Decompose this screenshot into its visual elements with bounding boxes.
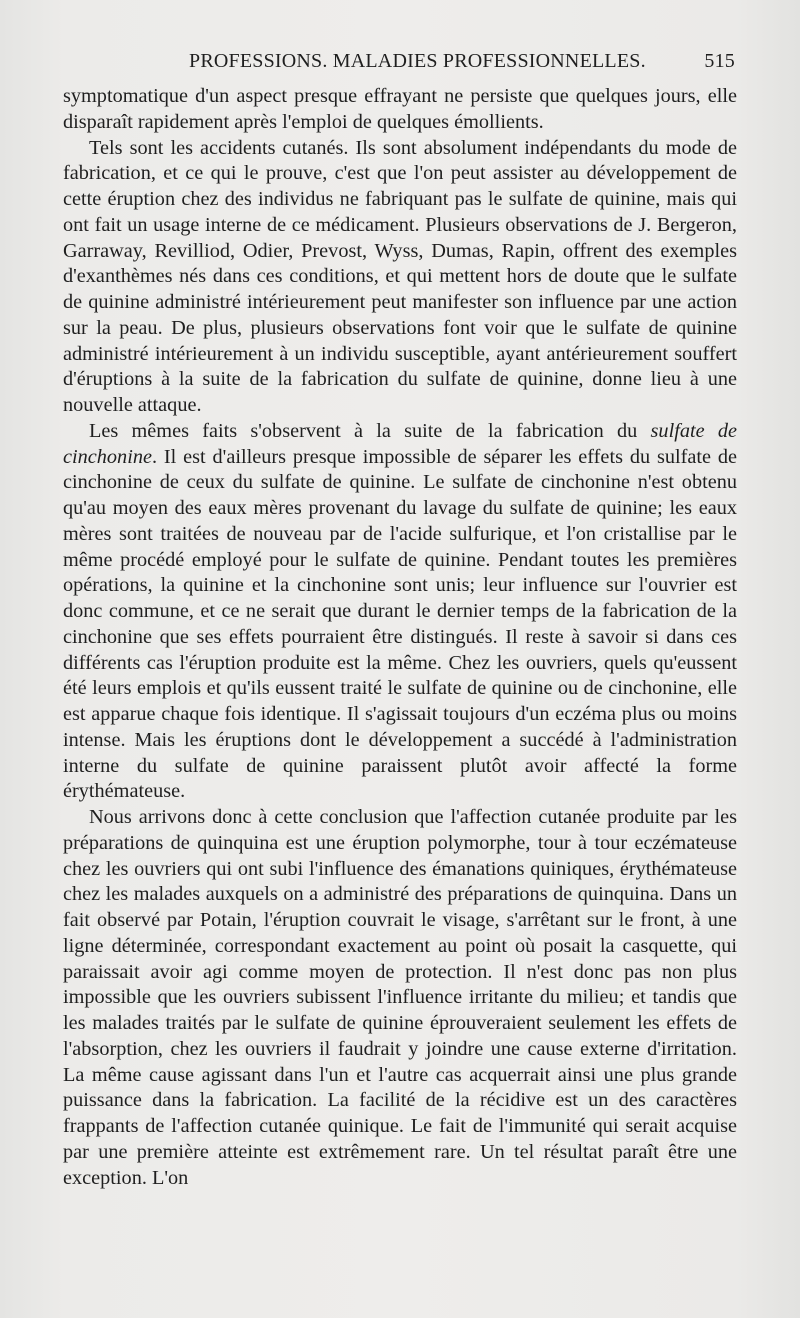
running-head: [63, 46, 737, 76]
paragraph-2: Tels sont les accidents cutanés. Ils sont absolument indépendants du mode de fabrication, et ce qui le prouve, c'est que l'on peut assister au développement de cette éruption chez des individus ne fabriquant pas le sulfate de quinine, mais qui ont fait un usage interne de ce médicament. Plusieurs observations de J. Bergeron, Garraway, Revilliod, Odier, Prevost, Wyss, Dumas, Rapin, offrent des exemples d'exanthèmes nés dans ces conditions, et qui mettent hors de doute que le sulfate de quinine administré intérieurement peut manifester son influence par une action sur la peau. De plus, plusieurs observations font voir que le sulfate de quinine administré intérieurement à un individu susceptible, ayant antérieurement souffert d'éruptions à la suite de la fabrication du sulfate de quinine, donne lieu à une nouvelle attaque.: [63, 136, 737, 416]
body-text: [63, 84, 737, 1191]
paragraph-1: symptomatique d'un aspect presque effrayant ne persiste que quelques jours, elle disparaît rapidement après l'emploi de quelques émollients.: [63, 85, 737, 133]
paragraph-3-after: . Il est d'ailleurs presque impossible de séparer les effets du sulfate de cinchonine de ceux du sulfate de quinine. Le sulfate de cinchonine n'est obtenu qu'au moyen des eaux mères provenant du lavage du sulfate de quinine; les eaux mères sont traitées de nouveau par de l'acide sulfurique, et l'on cristallise par le même procédé employé pour le sulfate de quinine. Pendant toutes les premières opérations, la quinine et la cinchonine sont unis; leur influence sur l'ouvrier est donc commune, et ce ne serait que durant le dernier temps de la fabrication de la cinchonine que ses effets pourraient être distingués. Il reste à savoir si dans ces différents cas l'éruption produite est la même. Chez les ouvriers, quels qu'eussent été leurs emplois et qu'ils eussent traité le sulfate de quinine ou de cinchonine, elle est apparue chaque fois identique. Il s'agissait toujours d'un eczéma plus ou moins intense. Mais les éruptions dont le développement a succédé à l'administration interne du sulfate de quinine paraissent plutôt avoir affecté la forme érythémateuse.: [63, 445, 737, 803]
running-title: PROFESSIONS. MALADIES PROFESSIONNELLES.: [189, 50, 646, 72]
paragraph-3-italic-term: sulfate de cinchonine: [63, 419, 737, 468]
paragraph-4: Nous arrivons donc à cette conclusion que l'affection cutanée produite par les préparations de quinquina est une éruption polymorphe, tour à tour eczémateuse chez les ouvriers qui ont subi l'influence des émanations quiniques, érythémateuse chez les malades auxquels on a administré des préparations de quinquina. Dans un fait observé par Potain, l'éruption couvrait le visage, s'arrêtant sur le front, à une ligne déterminée, correspondant exactement au point où posait la casquette, qui paraissait avoir agi comme moyen de protection. Il n'est donc pas non plus impossible que les ouvriers subissent l'influence irritante du milieu; et tandis que les malades traités par le sulfate de quinine éprouveraient seulement les effets de l'absorption, chez les ouvriers il faudrait y joindre une cause externe d'irritation. La même cause agissant dans l'un et l'autre cas acquerrait ainsi une plus grande puissance dans la fabrication. La facilité de la récidive est un des caractères frappants de l'affection cutanée quinique. Le fait de l'immunité qui serait acquise par une première atteinte est extrêmement rare. Un tel résultat paraît être une exception. L'on: [63, 806, 737, 1189]
paragraph-3-before: Les mêmes faits s'observent à la suite de la fabrication du: [89, 419, 651, 442]
page-number: 515: [704, 50, 735, 72]
paragraph-3: [63, 419, 737, 805]
